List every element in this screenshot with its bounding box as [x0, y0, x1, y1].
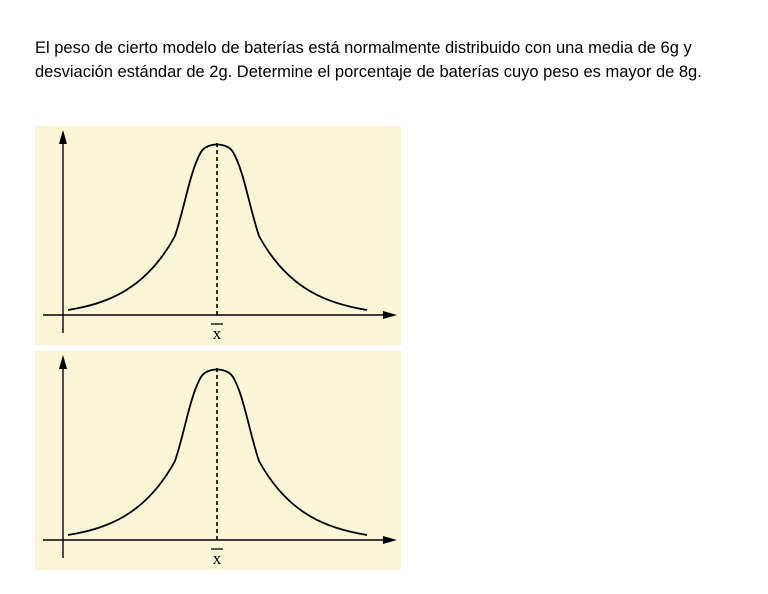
mean-label: x [212, 549, 222, 568]
figure-background [35, 126, 401, 345]
problem-statement: El peso de cierto modelo de baterías está normalmente distribuido con una media de 6g y desviación estándar de 2g. Determine el porcentaje de baterías cuyo peso es mayor de 8g. [35, 39, 702, 81]
figure-background [35, 351, 401, 570]
normal-curve-figure-2 [35, 351, 401, 570]
normal-curve-figure-1 [35, 126, 401, 345]
mean-label: x [212, 324, 222, 343]
